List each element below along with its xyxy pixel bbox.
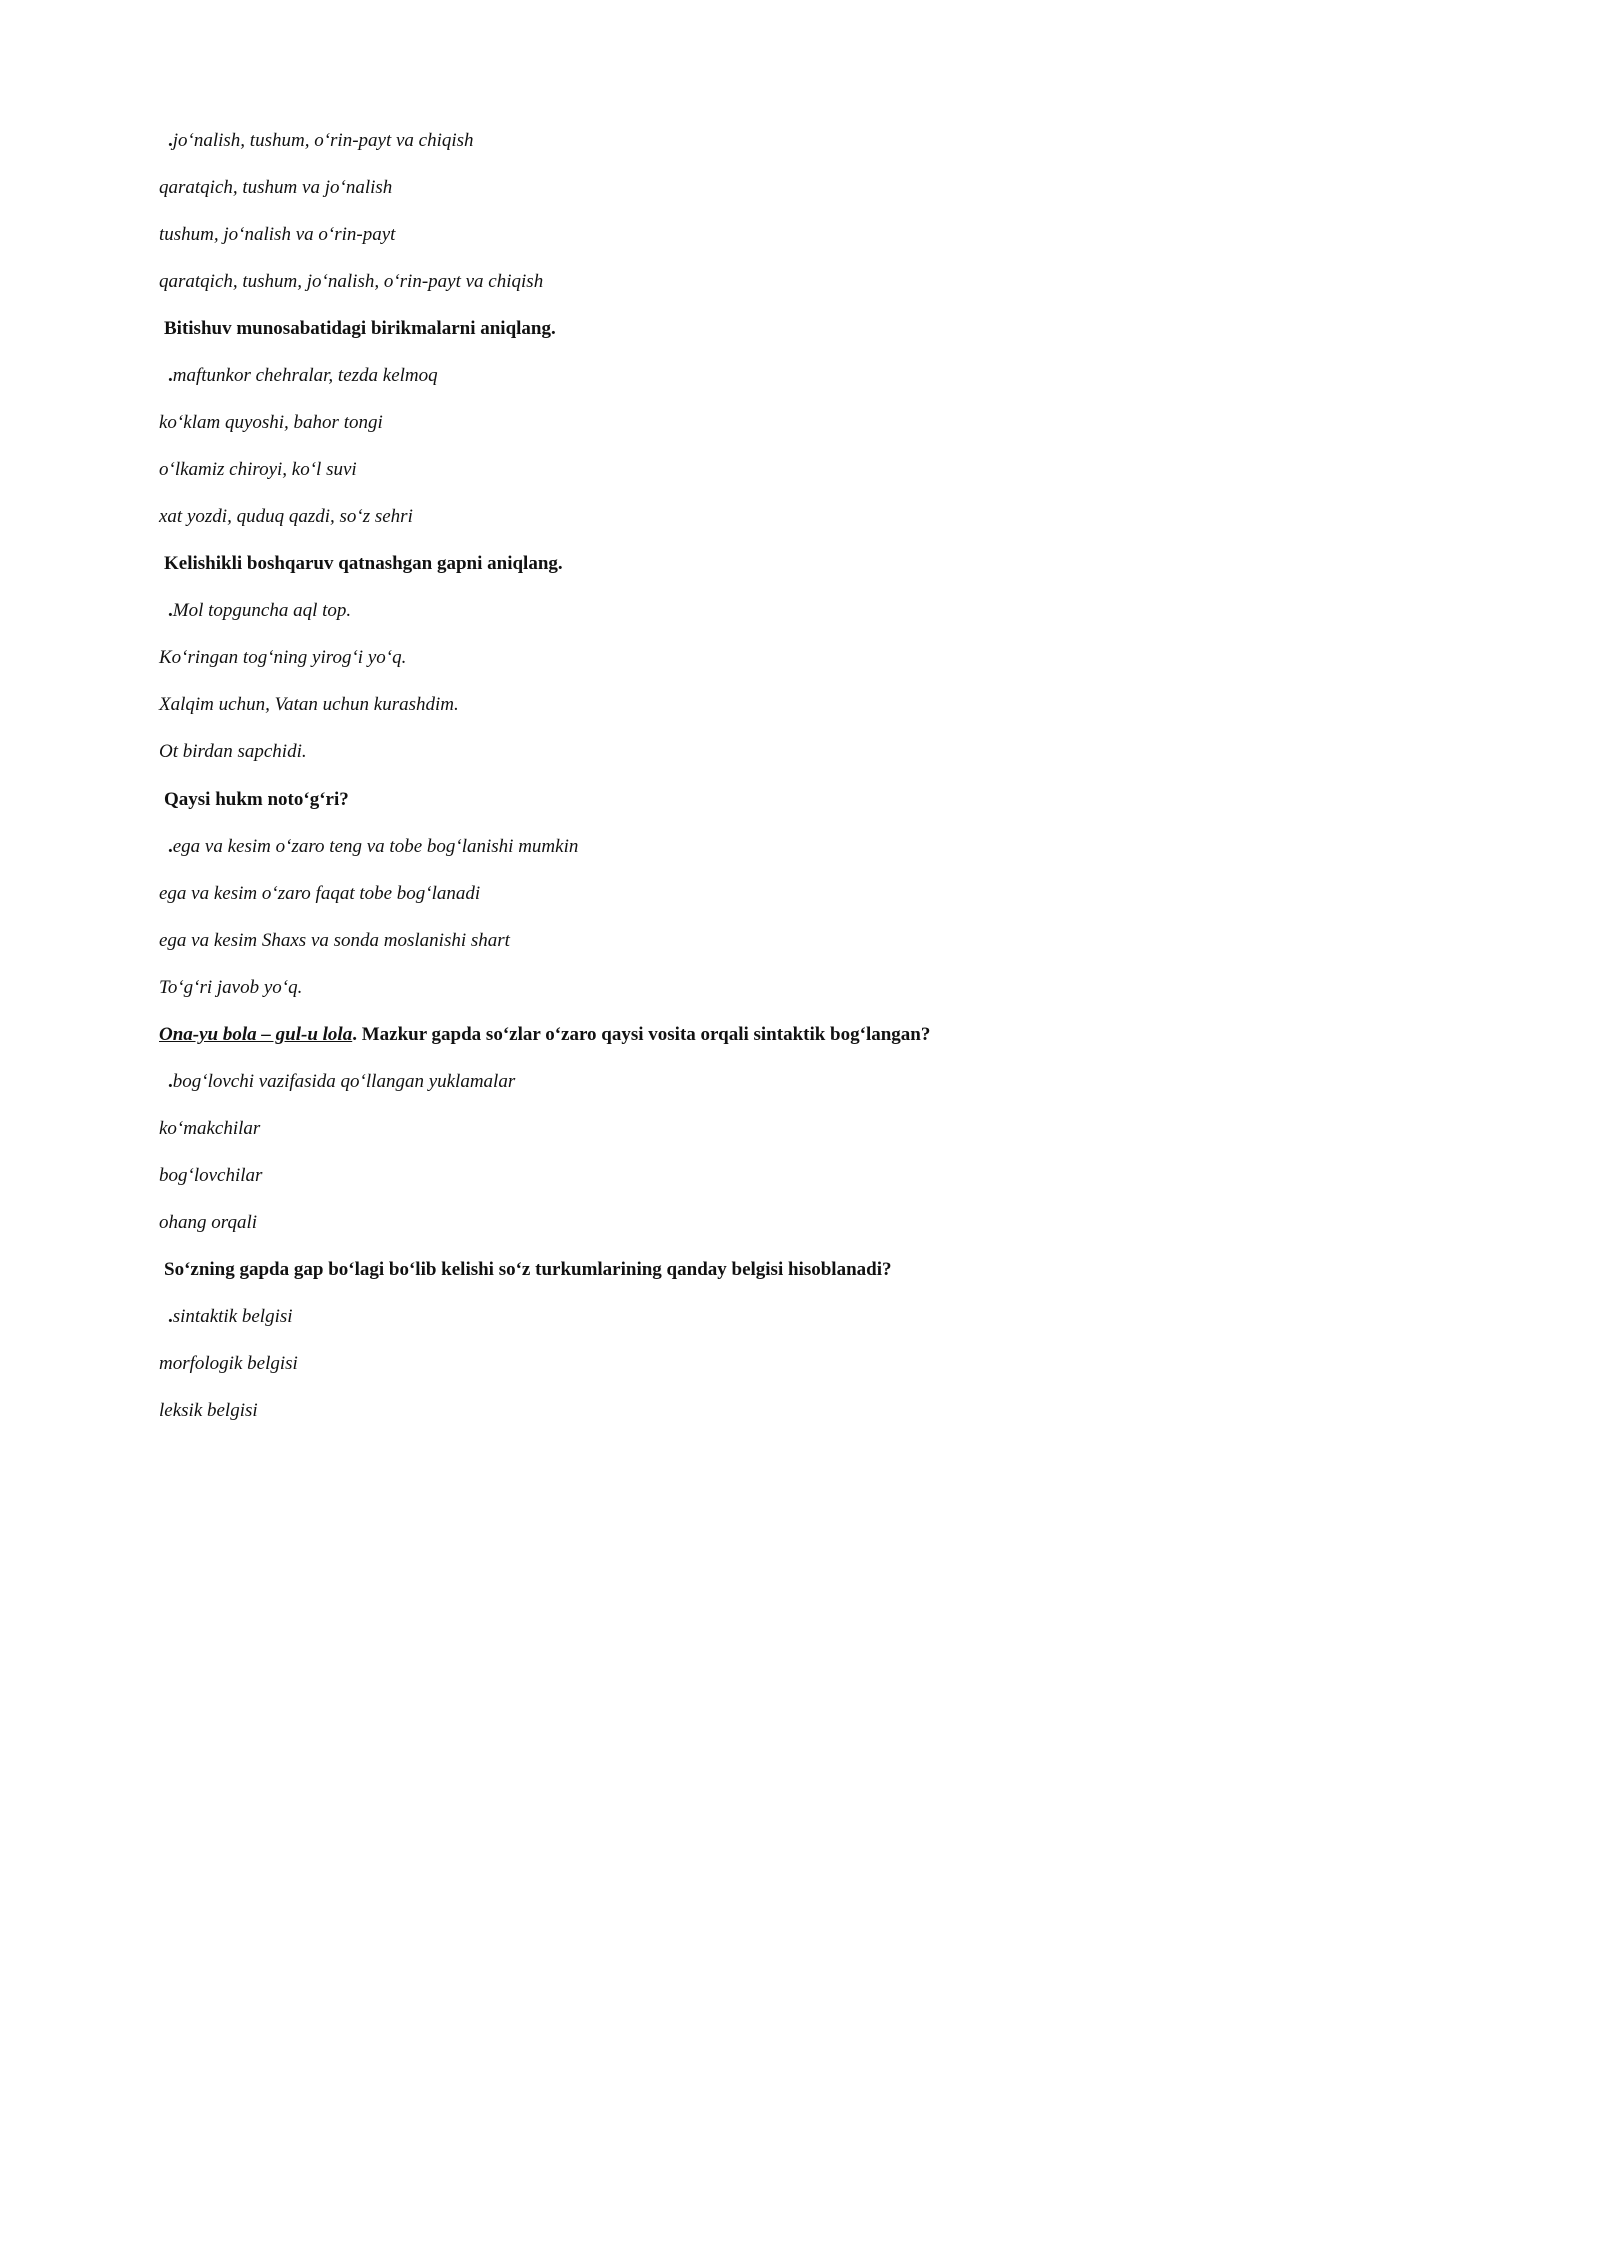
answer-option-correct: [168, 835, 578, 859]
answer-option: ko‘klam quyoshi, bahor tongi: [159, 412, 383, 433]
answer-option: ega va kesim Shaxs va sonda moslanishi shart: [159, 930, 510, 951]
answer-option-correct: [168, 599, 351, 623]
answer-option: bog‘lovchilar: [159, 1165, 263, 1186]
answer-option: tushum, jo‘nalish va o‘rin-payt: [159, 224, 396, 245]
answer-option: Ko‘ringan tog‘ning yirog‘i yo‘q.: [159, 647, 407, 668]
correct-answer-marker: .: [168, 365, 173, 386]
question-example-phrase: Ona-yu bola – gul-u lola: [159, 1024, 353, 1045]
correct-answer-marker: .: [168, 130, 173, 151]
answer-option: o‘lkamiz chiroyi, ko‘l suvi: [159, 459, 357, 480]
answer-option: morfologik belgisi: [159, 1353, 298, 1374]
answer-option-correct: [168, 1305, 293, 1329]
question-text: So‘zning gapda gap bo‘lagi bo‘lib kelishi so‘z turkumlarining qanday belgisi hisoblanadi?: [164, 1259, 892, 1280]
correct-answer-marker: .: [168, 1071, 173, 1092]
question-text: Qaysi hukm noto‘g‘ri?: [164, 789, 349, 810]
answer-text: ega va kesim o‘zaro teng va tobe bog‘lanishi mumkin: [172, 836, 579, 857]
answer-text: Mol topguncha aql top.: [172, 600, 352, 621]
correct-answer-marker: .: [168, 1306, 173, 1327]
answer-option: ohang orqali: [159, 1212, 257, 1233]
answer-option: ko‘makchilar: [159, 1118, 261, 1139]
answer-text: jo‘nalish, tushum, o‘rin-payt va chiqish: [172, 130, 474, 151]
answer-option: qaratqich, tushum, jo‘nalish, o‘rin-payt va chiqish: [159, 271, 544, 292]
answer-option: leksik belgisi: [159, 1400, 258, 1421]
answer-option: qaratqich, tushum va jo‘nalish: [159, 177, 393, 198]
answer-text: maftunkor chehralar, tezda kelmoq: [172, 365, 438, 386]
answer-option: ega va kesim o‘zaro faqat tobe bog‘lanadi: [159, 883, 481, 904]
document-page: [0, 0, 1102, 1559]
answer-text: sintaktik belgisi: [172, 1306, 293, 1327]
answer-option: To‘g‘ri javob yo‘q.: [159, 977, 303, 998]
answer-option: Xalqim uchun, Vatan uchun kurashdim.: [159, 694, 459, 715]
answer-text: bog‘lovchi vazifasida qo‘llangan yuklamalar: [172, 1071, 516, 1092]
correct-answer-marker: .: [168, 836, 173, 857]
question-body: . Mazkur gapda so‘zlar o‘zaro qaysi vosita orqali sintaktik bog‘langan?: [352, 1024, 931, 1045]
question-text: Kelishikli boshqaruv qatnashgan gapni aniqlang.: [164, 553, 563, 574]
answer-option-correct: [168, 129, 474, 153]
answer-option: xat yozdi, quduq qazdi, so‘z sehri: [159, 506, 413, 527]
correct-answer-marker: .: [168, 600, 173, 621]
answer-option-correct: [168, 364, 438, 388]
answer-option-correct: [168, 1070, 515, 1094]
question-text: [159, 1023, 930, 1047]
answer-option: Ot birdan sapchidi.: [159, 741, 307, 762]
question-text: Bitishuv munosabatidagi birikmalarni aniqlang.: [164, 318, 556, 339]
